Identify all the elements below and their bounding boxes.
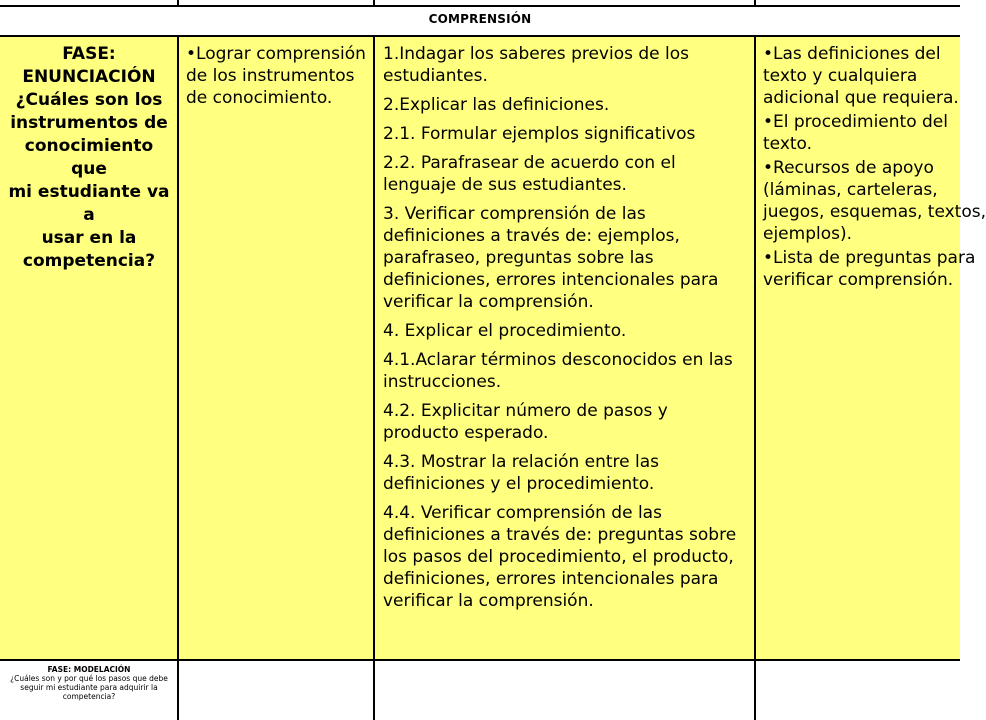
empty-cell [756, 661, 960, 720]
step-item: 1.Indagar los saberes previos de los estudiantes. [383, 44, 690, 86]
header-row [0, 6, 960, 35]
phase-line: ENUNCIACIÓN [22, 67, 156, 87]
objective-cell [179, 37, 374, 660]
phase-line: FASE: [62, 44, 116, 64]
resource-line: ejemplos). [763, 224, 853, 244]
resource-line: verificar comprensión. [763, 270, 954, 290]
steps-cell [375, 37, 755, 660]
grid-line [0, 5, 960, 7]
resource-line: adicional que requiera. [763, 88, 959, 108]
grid-line [373, 36, 375, 720]
grid-line [0, 35, 960, 37]
phase-line: instrumentos de [10, 113, 168, 133]
step-item: 4. Explicar el procedimiento. [383, 321, 627, 341]
resource-item [763, 43, 959, 109]
resource-item [763, 247, 976, 291]
resource-line: texto y cualquiera [763, 66, 918, 86]
resource-line: juegos, esquemas, textos, [763, 202, 986, 222]
grid-line [754, 36, 756, 720]
step-item: 4.4. Verificar comprensión de las definiciones a través de: preguntas sobre los pasos del procedimiento, el producto, definiciones, errores intencionales para verificar la comprensión. [383, 503, 737, 611]
resource-line: •Recursos de apoyo [763, 158, 934, 178]
phase-line: competencia? [22, 251, 156, 271]
resource-line: •Lista de preguntas para [763, 248, 976, 268]
phase-enunciacion-cell [0, 37, 178, 660]
resource-item [763, 111, 954, 155]
phase-line: mi estudiante va a [8, 182, 170, 225]
resource-line: (láminas, carteleras, [763, 180, 938, 200]
resource-item [763, 157, 986, 245]
step-item: 4.2. Explicitar número de pasos y producto esperado. [383, 401, 668, 443]
grid-line [177, 36, 179, 720]
step-item: 2.Explicar las definiciones. [383, 95, 610, 115]
resources-cell [756, 37, 986, 660]
grid-line [0, 659, 960, 661]
section-title: COMPRENSIÓN [428, 12, 532, 26]
phase-modelacion-question: ¿Cuáles son y por qué los pasos que debe seguir mi estudiante para adquirir la competencia? [10, 674, 168, 701]
step-item: 2.1. Formular ejemplos significativos [383, 124, 696, 144]
step-item: 4.3. Mostrar la relación entre las definiciones y el procedimiento. [383, 452, 660, 494]
phase-line: usar en la [41, 228, 137, 248]
phase-line: ¿Cuáles son los [15, 90, 163, 110]
phase-modelacion-title: FASE: MODELACIÓN [47, 665, 131, 674]
empty-cell [179, 661, 374, 720]
resource-line: •Las definiciones del [763, 44, 941, 64]
resource-line: •El procedimiento del [763, 112, 948, 132]
objective-text: •Lograr comprensión de los instrumentos de conocimiento. [186, 44, 366, 108]
grid-line [177, 0, 179, 5]
step-item: 4.1.Aclarar términos desconocidos en las instrucciones. [383, 350, 733, 392]
resource-line: texto. [763, 134, 813, 154]
empty-cell [375, 661, 755, 720]
grid-line [373, 0, 375, 5]
grid-line [754, 0, 756, 5]
phase-modelacion-cell [0, 661, 178, 720]
phase-line: conocimiento que [24, 136, 154, 179]
step-item: 2.2. Parafrasear de acuerdo con el lenguaje de sus estudiantes. [383, 153, 676, 195]
step-item: 3. Verificar comprensión de las definiciones a través de: ejemplos, parafraseo, preguntas sobre las definiciones, errores intencionales para verificar la comprensión. [383, 204, 719, 312]
